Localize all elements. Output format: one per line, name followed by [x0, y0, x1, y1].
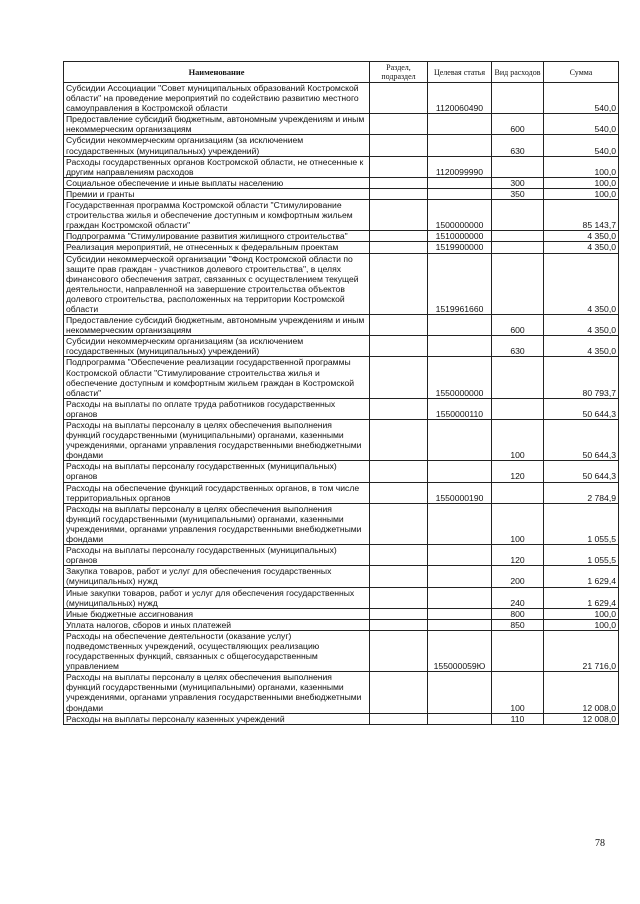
- cell-type: [492, 83, 544, 114]
- cell-type: [492, 242, 544, 253]
- cell-type: 100: [492, 503, 544, 544]
- cell-sum: 80 793,7: [544, 357, 619, 398]
- cell-name: Расходы на выплаты персоналу в целях обеспечения выполнения функций государственными (муниципальными) органами, казенными учреждениями, органами управления государственными внебюджетными фондами: [64, 672, 370, 713]
- cell-sum: 540,0: [544, 135, 619, 156]
- table-row: [64, 713, 619, 724]
- cell-target: [428, 503, 492, 544]
- cell-target: 1500000000: [428, 200, 492, 231]
- cell-name: Государственная программа Костромской области "Стимулирование строительства жилья и обеспечение доступным и комфортным жильем граждан Костромской области": [64, 200, 370, 231]
- cell-name: Уплата налогов, сборов и иных платежей: [64, 619, 370, 630]
- cell-target: 1519961660: [428, 253, 492, 315]
- table-row: [64, 545, 619, 566]
- cell-sum: 50 644,3: [544, 398, 619, 419]
- cell-section: [370, 156, 428, 177]
- table-row: [64, 461, 619, 482]
- cell-name: Подпрограмма "Обеспечение реализации государственной программы Костромской области "Стимулирование строительства жилья и обеспечение доступным и комфортным жильем граждан в Костромской области": [64, 357, 370, 398]
- table-row: [64, 398, 619, 419]
- table-row: [64, 608, 619, 619]
- cell-target: [428, 461, 492, 482]
- cell-type: 350: [492, 188, 544, 199]
- cell-name: Расходы на выплаты персоналу государственных (муниципальных) органов: [64, 461, 370, 482]
- cell-name: Иные закупки товаров, работ и услуг для обеспечения государственных (муниципальных) нужд: [64, 587, 370, 608]
- cell-section: [370, 482, 428, 503]
- cell-section: [370, 608, 428, 619]
- cell-sum: 50 644,3: [544, 461, 619, 482]
- cell-target: [428, 315, 492, 336]
- table-row: [64, 336, 619, 357]
- cell-section: [370, 231, 428, 242]
- cell-target: [428, 420, 492, 461]
- cell-name: Расходы на обеспечение функций государственных органов, в том числе территориальных органов: [64, 482, 370, 503]
- cell-type: 200: [492, 566, 544, 587]
- cell-section: [370, 619, 428, 630]
- cell-target: [428, 587, 492, 608]
- cell-name: Субсидии некоммерческим организациям (за исключением государственных (муниципальных) учреждений): [64, 135, 370, 156]
- table-row: [64, 231, 619, 242]
- cell-type: 800: [492, 608, 544, 619]
- cell-type: 600: [492, 114, 544, 135]
- cell-target: [428, 177, 492, 188]
- table-row: [64, 200, 619, 231]
- cell-target: [428, 672, 492, 713]
- cell-name: Социальное обеспечение и иные выплаты населению: [64, 177, 370, 188]
- cell-sum: 85 143,7: [544, 200, 619, 231]
- cell-sum: 100,0: [544, 156, 619, 177]
- table-row: [64, 630, 619, 671]
- table-row: [64, 114, 619, 135]
- cell-target: 1120099990: [428, 156, 492, 177]
- cell-section: [370, 177, 428, 188]
- cell-target: 1120060490: [428, 83, 492, 114]
- cell-type: 600: [492, 315, 544, 336]
- cell-name: Расходы на выплаты персоналу казенных учреждений: [64, 713, 370, 724]
- cell-sum: 100,0: [544, 608, 619, 619]
- cell-type: [492, 630, 544, 671]
- cell-target: [428, 188, 492, 199]
- cell-type: [492, 253, 544, 315]
- table-body: [64, 83, 619, 725]
- table-row: [64, 315, 619, 336]
- budget-document: [63, 61, 618, 725]
- cell-type: 630: [492, 336, 544, 357]
- cell-name: Субсидии некоммерческим организациям (за исключением государственных (муниципальных) учреждений): [64, 336, 370, 357]
- cell-sum: 100,0: [544, 619, 619, 630]
- cell-section: [370, 630, 428, 671]
- table-row: [64, 357, 619, 398]
- cell-name: Реализация мероприятий, не отнесенных к федеральным проектам: [64, 242, 370, 253]
- table-row: [64, 242, 619, 253]
- cell-target: [428, 608, 492, 619]
- cell-name: Предоставление субсидий бюджетным, автономным учреждениям и иным некоммерческим организациям: [64, 315, 370, 336]
- table-row: [64, 135, 619, 156]
- cell-name: Предоставление субсидий бюджетным, автономным учреждениям и иным некоммерческим организациям: [64, 114, 370, 135]
- table-row: [64, 156, 619, 177]
- cell-target: [428, 135, 492, 156]
- header-section: Раздел, подраздел: [370, 62, 428, 83]
- cell-sum: 4 350,0: [544, 253, 619, 315]
- cell-sum: 1 629,4: [544, 587, 619, 608]
- table-row: [64, 83, 619, 114]
- table-row: [64, 188, 619, 199]
- cell-section: [370, 461, 428, 482]
- cell-name: Расходы государственных органов Костромской области, не отнесенные к другим направлениям расходов: [64, 156, 370, 177]
- cell-target: [428, 336, 492, 357]
- cell-target: 1550000000: [428, 357, 492, 398]
- header-sum: Сумма: [544, 62, 619, 83]
- cell-type: 300: [492, 177, 544, 188]
- cell-type: 110: [492, 713, 544, 724]
- cell-target: 1550000190: [428, 482, 492, 503]
- table-header-row: [64, 62, 619, 83]
- cell-target: [428, 713, 492, 724]
- cell-section: [370, 566, 428, 587]
- cell-section: [370, 587, 428, 608]
- cell-sum: 1 055,5: [544, 503, 619, 544]
- cell-section: [370, 315, 428, 336]
- cell-name: Расходы на выплаты персоналу в целях обеспечения выполнения функций государственными (муниципальными) органами, казенными учреждениями, органами управления государственными внебюджетными фондами: [64, 420, 370, 461]
- page-number: 78: [595, 838, 605, 849]
- cell-name: Расходы на выплаты персоналу в целях обеспечения выполнения функций государственными (муниципальными) органами, казенными учреждениями, органами управления государственными внебюджетными фондами: [64, 503, 370, 544]
- cell-type: 120: [492, 461, 544, 482]
- cell-name: Расходы на обеспечение деятельности (оказание услуг) подведомственных учреждений, осуществляющих реализацию государственных функций, связанных с общегосударственным управлением: [64, 630, 370, 671]
- cell-type: 240: [492, 587, 544, 608]
- cell-target: 1550000110: [428, 398, 492, 419]
- cell-type: 100: [492, 420, 544, 461]
- cell-sum: 50 644,3: [544, 420, 619, 461]
- cell-section: [370, 398, 428, 419]
- table-row: [64, 587, 619, 608]
- cell-type: 630: [492, 135, 544, 156]
- header-name: Наименование: [64, 62, 370, 83]
- cell-section: [370, 135, 428, 156]
- cell-name: Субсидии Ассоциации "Совет муниципальных образований Костромской области" на проведение мероприятий по содействию развитию местного самоуправления в Костромской области: [64, 83, 370, 114]
- budget-table: [63, 61, 619, 725]
- table-row: [64, 177, 619, 188]
- cell-section: [370, 672, 428, 713]
- cell-section: [370, 242, 428, 253]
- cell-section: [370, 83, 428, 114]
- cell-name: Иные бюджетные ассигнования: [64, 608, 370, 619]
- cell-name: Премии и гранты: [64, 188, 370, 199]
- cell-section: [370, 200, 428, 231]
- table-row: [64, 619, 619, 630]
- table-row: [64, 503, 619, 544]
- table-row: [64, 253, 619, 315]
- cell-sum: 12 008,0: [544, 713, 619, 724]
- cell-type: [492, 482, 544, 503]
- cell-target: [428, 566, 492, 587]
- cell-section: [370, 114, 428, 135]
- cell-section: [370, 188, 428, 199]
- cell-type: [492, 357, 544, 398]
- cell-name: Подпрограмма "Стимулирование развития жилищного строительства": [64, 231, 370, 242]
- cell-target: [428, 545, 492, 566]
- cell-section: [370, 713, 428, 724]
- cell-target: 1519900000: [428, 242, 492, 253]
- cell-sum: 12 008,0: [544, 672, 619, 713]
- cell-type: [492, 200, 544, 231]
- cell-section: [370, 420, 428, 461]
- cell-name: Расходы на выплаты по оплате труда работников государственных органов: [64, 398, 370, 419]
- cell-section: [370, 503, 428, 544]
- cell-type: [492, 398, 544, 419]
- cell-sum: 100,0: [544, 188, 619, 199]
- cell-type: 120: [492, 545, 544, 566]
- cell-section: [370, 253, 428, 315]
- header-type: Вид расходов: [492, 62, 544, 83]
- cell-section: [370, 357, 428, 398]
- cell-sum: 2 784,9: [544, 482, 619, 503]
- cell-name: Закупка товаров, работ и услуг для обеспечения государственных (муниципальных) нужд: [64, 566, 370, 587]
- cell-sum: 4 350,0: [544, 231, 619, 242]
- cell-target: 155000059Ю: [428, 630, 492, 671]
- cell-name: Расходы на выплаты персоналу государственных (муниципальных) органов: [64, 545, 370, 566]
- cell-sum: 21 716,0: [544, 630, 619, 671]
- cell-target: 1510000000: [428, 231, 492, 242]
- cell-target: [428, 114, 492, 135]
- cell-sum: 1 629,4: [544, 566, 619, 587]
- cell-type: [492, 231, 544, 242]
- cell-type: 850: [492, 619, 544, 630]
- cell-type: 100: [492, 672, 544, 713]
- cell-name: Субсидии некоммерческой организации "Фонд Костромской области по защите прав граждан - участников долевого строительства", в целях финансового обеспечения затрат, связанных с осуществлением текущей деятельности, направленной на завершение строительства объектов долевого строительства, расположенных на территории Костромской области: [64, 253, 370, 315]
- cell-sum: 540,0: [544, 83, 619, 114]
- cell-section: [370, 336, 428, 357]
- cell-sum: 4 350,0: [544, 242, 619, 253]
- cell-sum: 540,0: [544, 114, 619, 135]
- cell-target: [428, 619, 492, 630]
- table-row: [64, 566, 619, 587]
- cell-section: [370, 545, 428, 566]
- table-row: [64, 672, 619, 713]
- cell-sum: 1 055,5: [544, 545, 619, 566]
- table-row: [64, 420, 619, 461]
- cell-sum: 4 350,0: [544, 315, 619, 336]
- table-row: [64, 482, 619, 503]
- cell-type: [492, 156, 544, 177]
- header-target: Целевая статья: [428, 62, 492, 83]
- cell-sum: 4 350,0: [544, 336, 619, 357]
- cell-sum: 100,0: [544, 177, 619, 188]
